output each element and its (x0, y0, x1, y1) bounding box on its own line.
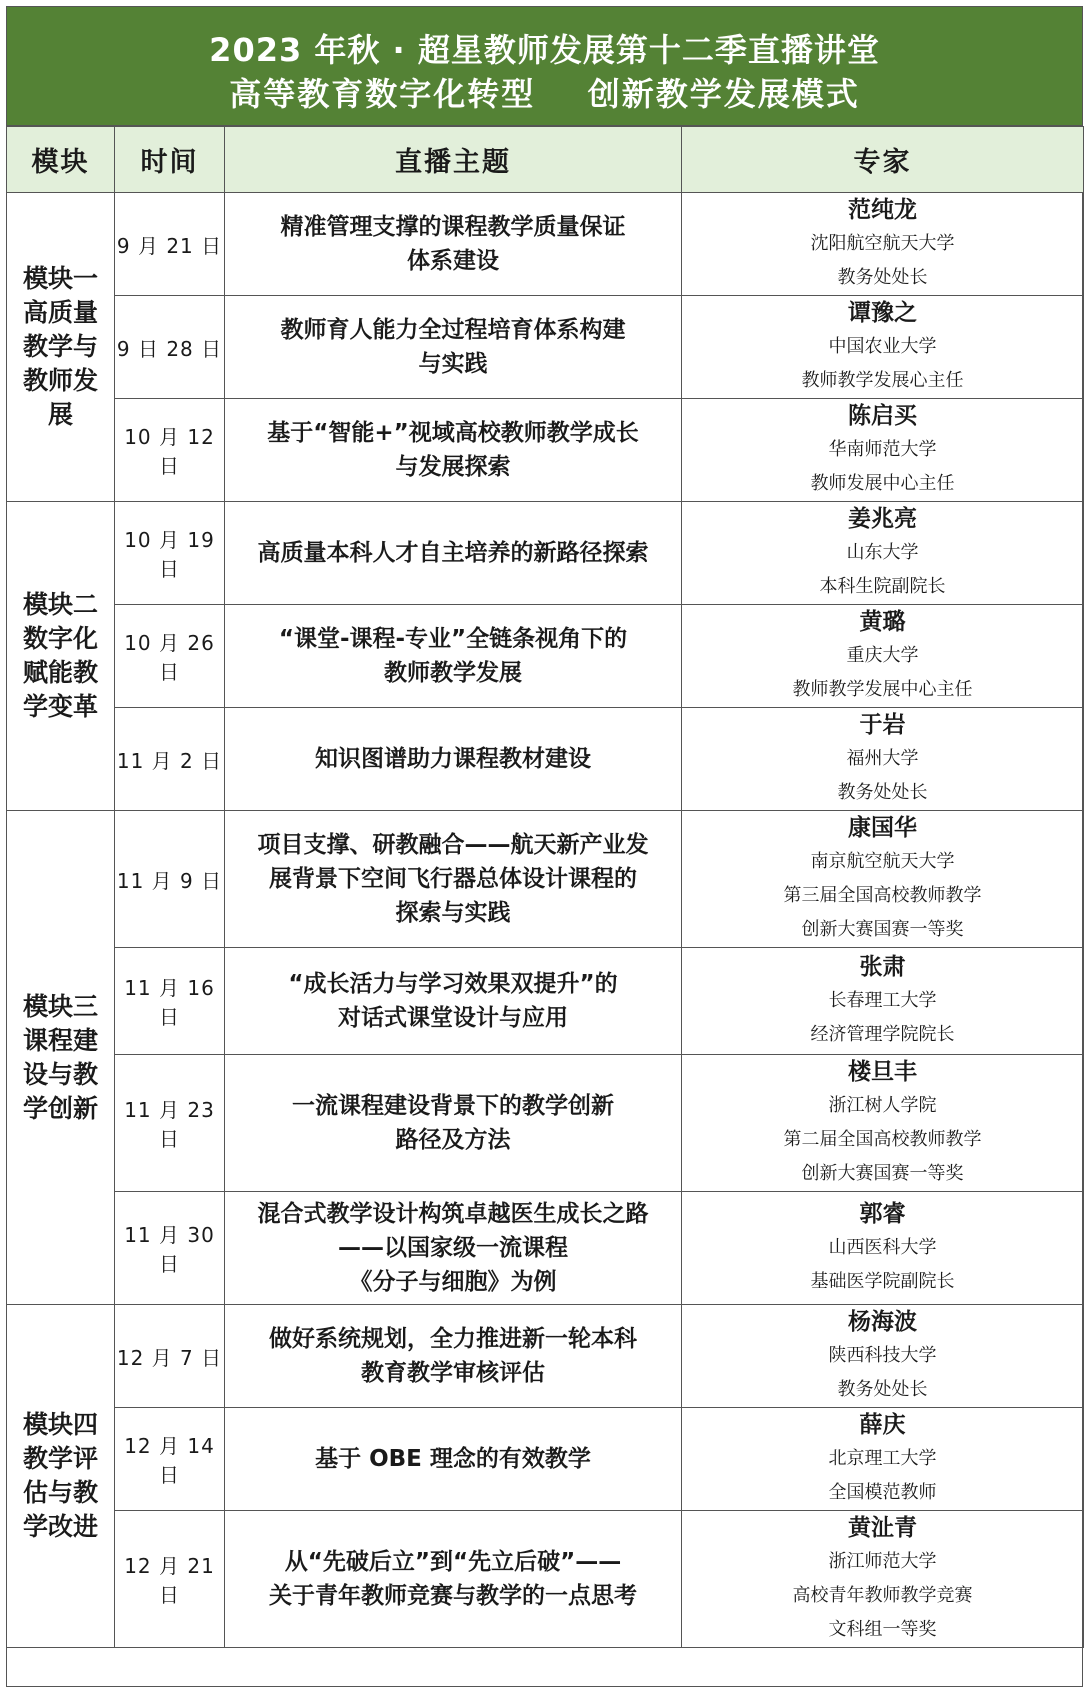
expert-affiliation-line: 山东大学 (846, 542, 919, 563)
topic-cell (225, 399, 682, 502)
expert-affiliation-line: 陕西科技大学 (828, 1345, 937, 1366)
module-name-cell: 模块一高质量教学与教师发展 (7, 193, 115, 502)
expert-affiliation-line: 基础医学院副院长 (810, 1271, 955, 1292)
expert-name: 康国华 (848, 815, 917, 841)
expert-name: 姜兆亮 (848, 506, 917, 532)
expert-cell (682, 1408, 1084, 1511)
topic-line: 《分子与细胞》为例 (349, 1269, 557, 1295)
expert-name: 黄璐 (859, 609, 906, 635)
topic-line: 体系建设 (407, 248, 499, 274)
topic-line: 与发展探索 (395, 454, 511, 480)
expert-cell (682, 502, 1084, 605)
date-cell: 11 月 16 日 (115, 948, 225, 1055)
expert-cell (682, 1305, 1084, 1408)
expert-affiliation-line: 教师教学发展心主任 (801, 370, 964, 391)
table-row (7, 296, 1084, 399)
expert-name: 黄沚青 (848, 1515, 917, 1541)
date-cell: 12 月 7 日 (115, 1305, 225, 1408)
expert-cell (682, 605, 1084, 708)
expert-affiliation-line: 沈阳航空航天大学 (810, 233, 955, 254)
schedule-table (6, 126, 1084, 1648)
topic-cell (225, 948, 682, 1055)
date-cell: 9 日 28 日 (115, 296, 225, 399)
expert-affiliation-line: 浙江师范大学 (828, 1551, 937, 1572)
topic-cell (225, 708, 682, 811)
topic-cell (225, 193, 682, 296)
date-cell: 10 月 26 日 (115, 605, 225, 708)
date-cell: 12 月 14 日 (115, 1408, 225, 1511)
expert-affiliation-line: 本科生院副院长 (819, 576, 946, 597)
header-banner (6, 6, 1083, 126)
topic-line: 高质量本科人才自主培养的新路径探索 (257, 540, 649, 566)
expert-affiliation-line: 创新大赛国赛一等奖 (801, 919, 964, 940)
table-header-row (7, 127, 1084, 193)
expert-affiliation-line: 全国模范教师 (828, 1482, 937, 1503)
expert-affiliation-line: 北京理工大学 (828, 1448, 937, 1469)
date-cell: 11 月 9 日 (115, 811, 225, 948)
date-cell: 9 月 21 日 (115, 193, 225, 296)
topic-cell (225, 1192, 682, 1305)
header-title: 2023 年秋 · 超星教师发展第十二季直播讲堂 (209, 31, 880, 69)
date-cell: 12 月 21 日 (115, 1511, 225, 1648)
table-row (7, 502, 1084, 605)
topic-line: 一流课程建设背景下的教学创新 (292, 1093, 614, 1119)
topic-line: 教师教学发展 (384, 660, 522, 686)
expert-affiliation-line: 山西医科大学 (828, 1237, 937, 1258)
table-row (7, 708, 1084, 811)
table-row (7, 1192, 1084, 1305)
topic-cell (225, 605, 682, 708)
table-row (7, 1055, 1084, 1192)
expert-name: 楼旦丰 (848, 1059, 917, 1085)
topic-line: 从“先破后立”到“先立后破”—— (284, 1549, 622, 1575)
expert-affiliation-line: 高校青年教师教学竞赛 (792, 1585, 973, 1606)
expert-affiliation-line: 浙江树人学院 (828, 1095, 937, 1116)
topic-line: 与实践 (418, 351, 488, 377)
module-name-cell: 模块三课程建设与教学创新 (7, 811, 115, 1305)
date-cell: 10 月 12 日 (115, 399, 225, 502)
expert-cell (682, 1511, 1084, 1648)
topic-cell (225, 1055, 682, 1192)
expert-affiliation-line: 福州大学 (846, 748, 919, 769)
module-name-cell: 模块四教学评估与教学改进 (7, 1305, 115, 1648)
table-row (7, 811, 1084, 948)
expert-cell (682, 948, 1084, 1055)
table-row (7, 193, 1084, 296)
expert-affiliation-line: 创新大赛国赛一等奖 (801, 1163, 964, 1184)
expert-name: 谭豫之 (848, 300, 917, 326)
topic-cell (225, 1511, 682, 1648)
topic-line: “成长活力与学习效果双提升”的 (288, 971, 618, 997)
topic-line: 知识图谱助力课程教材建设 (315, 746, 591, 772)
expert-cell (682, 1192, 1084, 1305)
topic-cell (225, 1408, 682, 1511)
topic-line: 基于“智能+”视域高校教师教学成长 (267, 420, 639, 446)
topic-cell (225, 502, 682, 605)
expert-affiliation-line: 长春理工大学 (828, 990, 937, 1011)
topic-line: 基于 OBE 理念的有效教学 (315, 1446, 591, 1472)
topic-line: 路径及方法 (395, 1127, 511, 1153)
expert-name: 郭睿 (859, 1201, 906, 1227)
expert-affiliation-line: 经济管理学院院长 (810, 1024, 955, 1045)
expert-affiliation-line: 重庆大学 (846, 645, 919, 666)
expert-affiliation-line: 教师教学发展中心主任 (792, 679, 973, 700)
header-subtitle: 高等教育数字化转型 创新教学发展模式 (229, 75, 860, 113)
expert-name: 薛庆 (859, 1412, 906, 1438)
expert-affiliation-line: 教务处处长 (837, 782, 928, 803)
topic-line: 展背景下空间飞行器总体设计课程的 (269, 866, 637, 892)
expert-cell (682, 708, 1084, 811)
expert-affiliation-line: 教务处处长 (837, 1379, 928, 1400)
col-header-topic: 直播主题 (225, 127, 682, 193)
module-name-cell: 模块二数字化赋能教学变革 (7, 502, 115, 811)
expert-affiliation-line: 华南师范大学 (828, 439, 937, 460)
topic-line: 项目支撑、研教融合——航天新产业发 (257, 832, 649, 858)
expert-cell (682, 1055, 1084, 1192)
expert-cell (682, 193, 1084, 296)
topic-line: ——以国家级一流课程 (338, 1235, 568, 1261)
expert-cell (682, 811, 1084, 948)
table-row (7, 605, 1084, 708)
table-row (7, 1408, 1084, 1511)
table-body (7, 193, 1084, 1648)
table-row (7, 1511, 1084, 1648)
topic-cell (225, 1305, 682, 1408)
expert-name: 张肃 (859, 954, 906, 980)
topic-line: 关于青年教师竞赛与教学的一点思考 (269, 1583, 637, 1609)
topic-line: 探索与实践 (395, 900, 511, 926)
expert-cell (682, 296, 1084, 399)
col-header-module: 模块 (7, 127, 115, 193)
topic-cell (225, 811, 682, 948)
table-row (7, 948, 1084, 1055)
topic-cell (225, 296, 682, 399)
date-cell: 10 月 19 日 (115, 502, 225, 605)
expert-affiliation-line: 第二届全国高校教师教学 (783, 1129, 982, 1150)
topic-line: 做好系统规划，全力推进新一轮本科 (269, 1326, 637, 1352)
table-row (7, 399, 1084, 502)
expert-name: 范纯龙 (848, 197, 917, 223)
col-header-time: 时间 (115, 127, 225, 193)
date-cell: 11 月 2 日 (115, 708, 225, 811)
topic-line: 教育教学审核评估 (361, 1360, 545, 1386)
expert-affiliation-line: 第三届全国高校教师教学 (783, 885, 982, 906)
expert-affiliation-line: 中国农业大学 (828, 336, 937, 357)
expert-cell (682, 399, 1084, 502)
topic-line: 教师育人能力全过程培育体系构建 (280, 317, 626, 343)
expert-name: 于岩 (859, 712, 906, 738)
date-cell: 11 月 23 日 (115, 1055, 225, 1192)
expert-affiliation-line: 南京航空航天大学 (810, 851, 955, 872)
expert-affiliation-line: 文科组一等奖 (828, 1619, 937, 1640)
expert-name: 杨海波 (848, 1309, 917, 1335)
topic-line: 精准管理支撑的课程教学质量保证 (280, 214, 626, 240)
topic-line: 对话式课堂设计与应用 (338, 1005, 568, 1031)
topic-line: “课堂-课程-专业”全链条视角下的 (278, 626, 628, 652)
expert-affiliation-line: 教务处处长 (837, 267, 928, 288)
expert-name: 陈启买 (848, 403, 917, 429)
topic-line: 混合式教学设计构筑卓越医生成长之路 (257, 1201, 649, 1227)
date-cell: 11 月 30 日 (115, 1192, 225, 1305)
expert-affiliation-line: 教师发展中心主任 (810, 473, 955, 494)
col-header-expert: 专家 (682, 127, 1084, 193)
table-row (7, 1305, 1084, 1408)
